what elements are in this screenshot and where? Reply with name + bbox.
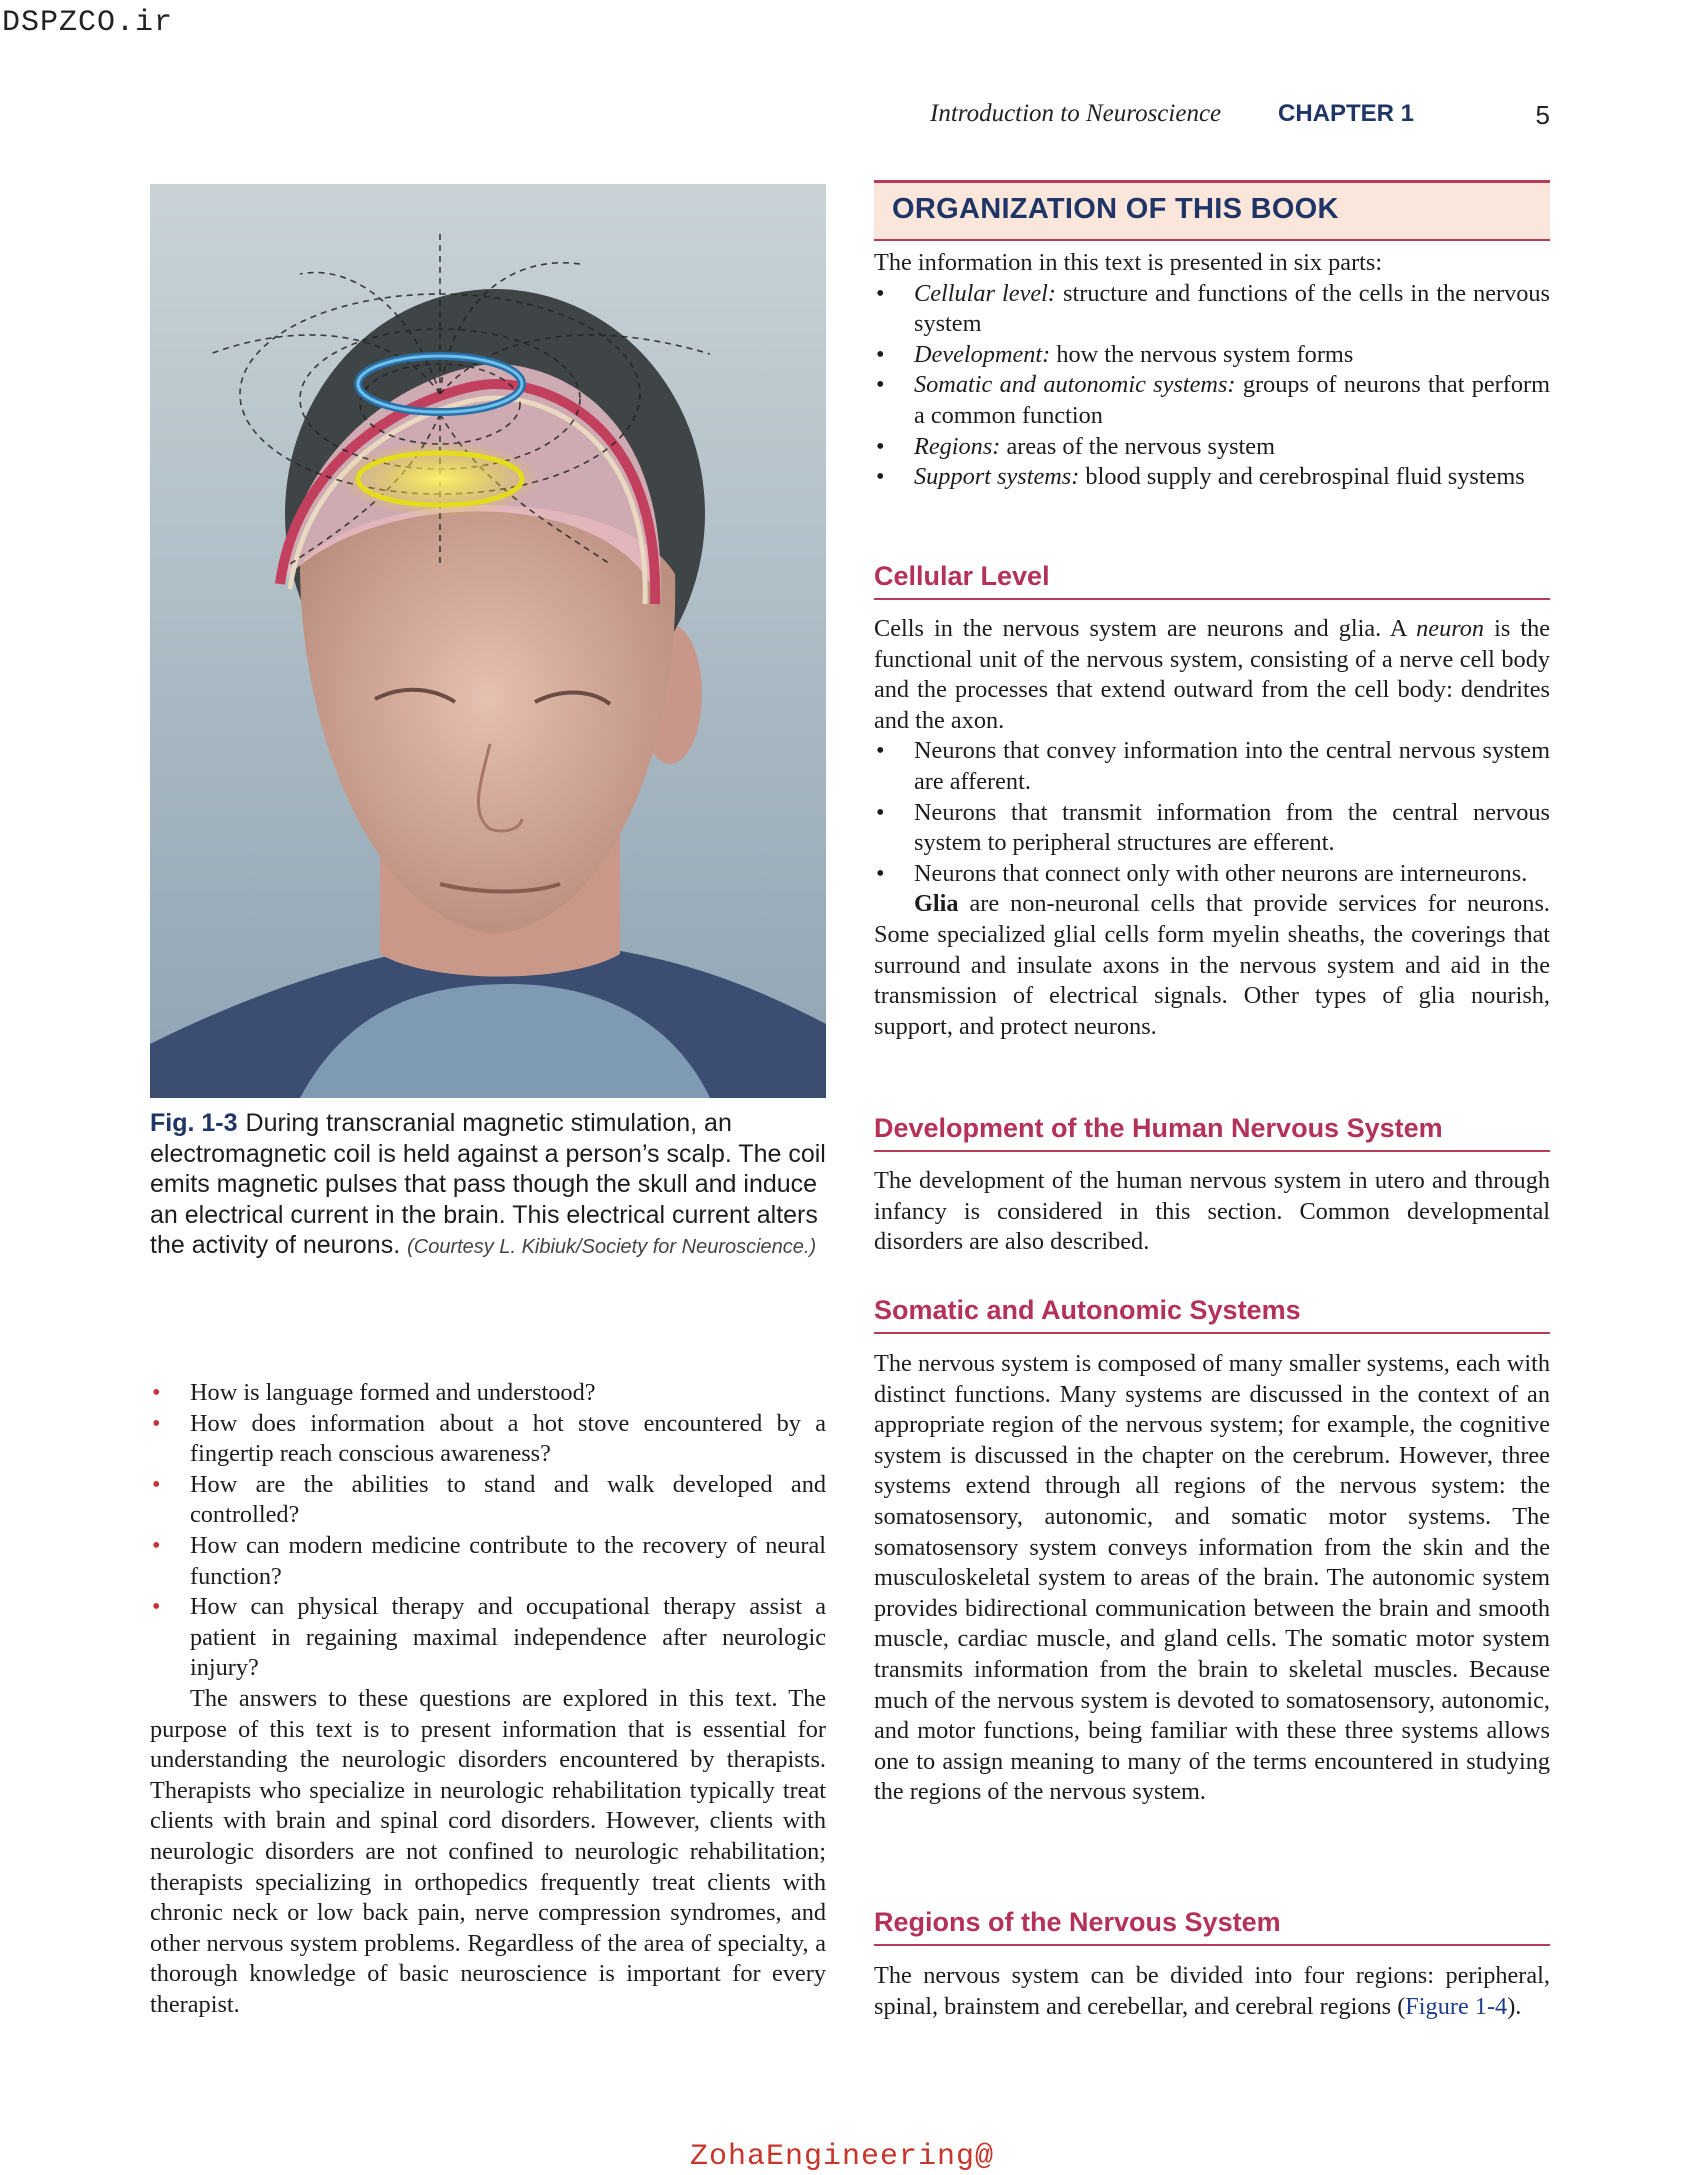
running-head-title: Introduction to Neuroscience (930, 100, 1222, 127)
bullet-icon: • (876, 463, 885, 491)
bullet-icon: • (876, 859, 885, 887)
question-list (150, 1378, 826, 1684)
intro-paragraph: The answers to these questions are explored in this text. The purpose of this text is to present information that is essential for understanding the neurologic disorders encountered by therapists. Therapists who specialize in neurologic rehabilitation typically treat clients with brain and spinal cord disorders. However, clients with neurologic disorders are not confined to neurologic rehabilitation; therapists specializing in orthopedics frequently treat clients with chronic neck or low back pain, nerve compression syndromes, and other nervous system problems. Regardless of the area of specialty, a thorough knowledge of basic neuroscience is important for every therapist. (150, 1684, 826, 2018)
organization-heading-box (874, 180, 1550, 241)
list-item: • How can modern medicine contribute to the recovery of neural function? (152, 1531, 826, 1590)
tms-illustration (150, 184, 826, 1098)
parts-list (874, 279, 1550, 493)
list-item: • Regions: areas of the nervous system (874, 432, 1550, 463)
glia-paragraph: Glia are non-neuronal cells that provide services for neurons. Some specialized glial cells form myelin sheaths, the coverings that surround and insulate axons in the nervous system and aid in the transmission of electrical signals. Other types of glia nourish, support, and protect neurons. (874, 890, 1550, 1040)
watermark-bottom: ZohaEngineering@ (690, 2140, 995, 2174)
bullet-icon: • (152, 1379, 161, 1406)
cellular-section (874, 614, 1550, 1042)
organization-section (874, 248, 1550, 493)
running-head (930, 100, 1550, 134)
development-section (874, 1166, 1550, 1258)
bullet-icon: • (876, 340, 885, 368)
cellular-paragraph: Cells in the nervous system are neurons and glia. A neuron is the functional unit of the nervous system, consisting of a nerve cell body and the processes that extend outward from the cell body: dendrites and the axon. (874, 615, 1550, 734)
list-item: • Neurons that connect only with other neurons are interneurons. (874, 859, 1550, 890)
figure-label: Fig. 1-3 (150, 1109, 238, 1137)
regions-section (874, 1961, 1550, 2022)
list-item: • Somatic and autonomic systems: groups of neurons that perform a common function (876, 371, 1550, 429)
list-item: • Support systems: blood supply and cerebrospinal fluid systems (874, 462, 1550, 493)
running-head-chapter: CHAPTER 1 (1278, 100, 1415, 127)
bullet-icon: • (876, 279, 885, 307)
bullet-icon: • (152, 1531, 161, 1559)
bullet-icon: • (152, 1409, 161, 1437)
list-item: • Neurons that transmit information from the central nervous system to peripheral structures are efferent. (876, 798, 1550, 857)
bullet-icon: • (152, 1470, 161, 1498)
figure-credit: (Courtesy L. Kibiuk/Society for Neuroscience.) (407, 1236, 817, 1258)
development-paragraph: The development of the human nervous system in utero and through infancy is considered in this section. Common developmental disorders are also described. (874, 1167, 1550, 1256)
figure-caption (150, 1108, 826, 1263)
regions-paragraph: The nervous system can be divided into four regions: peripheral, spinal, brainstem and cerebellar, and cerebral regions (Figure 1-4). (874, 1962, 1550, 2020)
list-item: • How are the abilities to stand and walk developed and controlled? (152, 1470, 826, 1529)
section-heading-cellular: Cellular Level (874, 556, 1550, 600)
list-item: • Neurons that convey information into the central nervous system are afferent. (876, 737, 1550, 795)
section-heading-regions: Regions of the Nervous System (874, 1902, 1550, 1946)
list-item: • How is language formed and understood? (150, 1378, 826, 1409)
list-item: • How can physical therapy and occupational therapy assist a patient in regaining maximal independence after neurologic injury? (152, 1593, 826, 1682)
bullet-icon: • (876, 737, 885, 765)
section-heading-somatic: Somatic and Autonomic Systems (874, 1290, 1550, 1334)
list-item: • Cellular level: structure and functions of the cells in the nervous system (876, 279, 1550, 338)
figure-caption-text: During transcranial magnetic stimulation, an electromagnetic coil is held against a person’s scalp. The coil emits magnetic pulses that pass though the skull and induce an electrical current in the brain. This electrical current alters the activity of neurons. (150, 1109, 826, 1259)
somatic-section (874, 1349, 1550, 1808)
neuron-types-list (874, 736, 1550, 889)
list-item: • How does information about a hot stove encountered by a fingertip reach conscious awareness? (152, 1409, 826, 1468)
left-column (150, 1378, 826, 2020)
watermark-top: DSPZCO.ir (2, 6, 174, 40)
page-number: 5 (1535, 100, 1550, 130)
figure-1-4-link[interactable]: Figure 1-4 (1405, 1992, 1508, 2020)
figure-tms-image (150, 184, 826, 1098)
bullet-icon: • (876, 432, 885, 460)
bullet-icon: • (152, 1593, 161, 1621)
section-heading-development: Development of the Human Nervous System (874, 1108, 1550, 1152)
organization-heading: ORGANIZATION OF THIS BOOK (892, 193, 1339, 225)
bullet-icon: • (876, 371, 885, 399)
organization-intro: The information in this text is presented in six parts: (874, 249, 1383, 276)
bullet-icon: • (876, 798, 885, 826)
somatic-paragraph: The nervous system is composed of many smaller systems, each with distinct functions. Many systems are discussed in the context of an appropriate region of the nervous system; for example, the cognitive system is discussed in the chapter on the cerebrum. However, three systems extend through all regions of the nervous system: the somatosensory, autonomic, and somatic motor systems. The somatosensory system conveys information from the skin and the musculoskeletal system to areas of the brain. The autonomic system provides bidirectional communication between the brain and smooth muscle, cardiac muscle, and gland cells. The somatic motor system transmits information from the brain to skeletal muscles. Because much of the nervous system is devoted to somatosensory, autonomic, and motor functions, being familiar with these three systems allows one to assign meaning to many of the terms encountered in studying the regions of the nervous system. (874, 1350, 1550, 1806)
list-item: • Development: how the nervous system forms (874, 340, 1550, 371)
